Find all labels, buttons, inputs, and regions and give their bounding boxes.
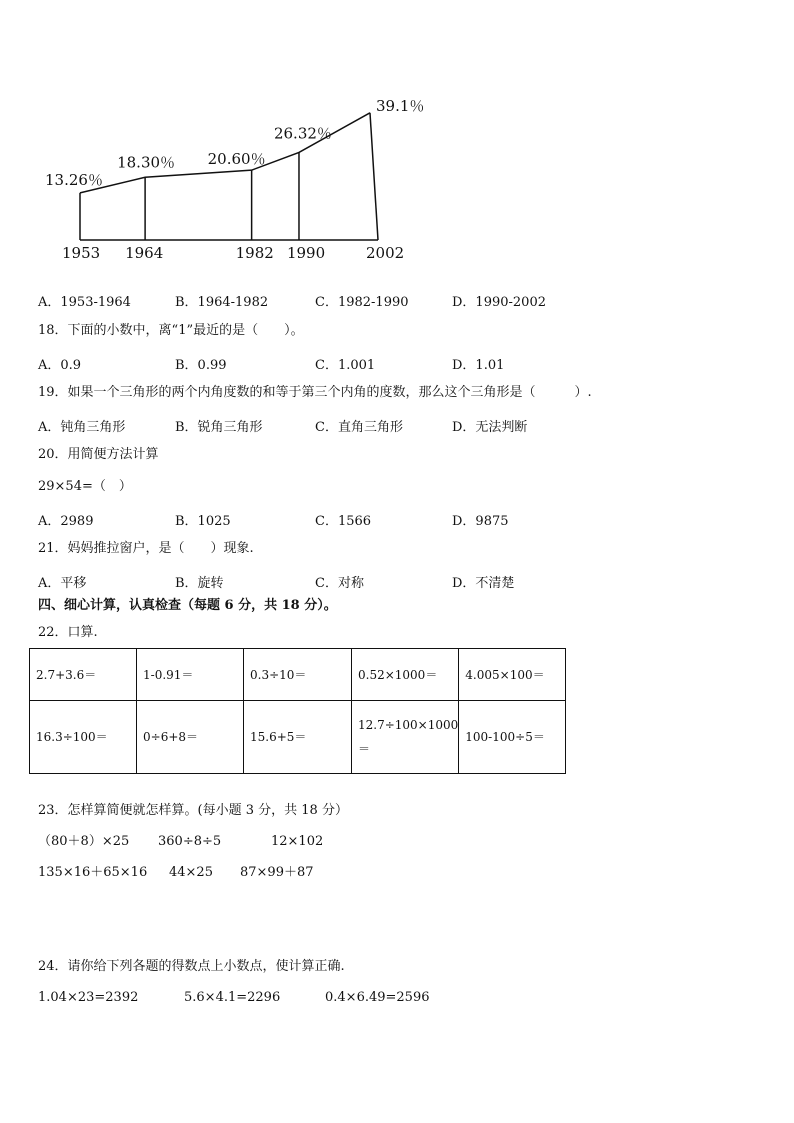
q17-option-b[interactable]: B．1964-1982 [175, 295, 269, 310]
q19-option-b[interactable]: B．锐角三角形 [175, 420, 263, 435]
q20-question: 20．用简便方法计算 [38, 447, 159, 462]
table-cell: 15.6+5＝ [244, 701, 352, 774]
q23-item: 12×102 [271, 834, 324, 849]
q17-option-a[interactable]: A．1953-1964 [38, 295, 131, 310]
value-label-1982: 20.60％ [207, 150, 266, 169]
q23-question: 23．怎样算简便就怎样算。(每小题 3 分，共 18 分） [38, 803, 348, 818]
value-label-2002: 39.1％ [376, 96, 425, 115]
cell-line: ＝ [358, 742, 371, 756]
q21-option-a[interactable]: A．平移 [38, 576, 87, 591]
value-label-1990: 26.32％ [273, 124, 332, 143]
table-cell: 100-100÷5＝ [459, 701, 566, 774]
value-label-1953: 13.26％ [45, 170, 103, 189]
q17-option-c[interactable]: C．1982-1990 [315, 295, 409, 310]
q19-question: 19．如果一个三角形的两个内角度数的和等于第三个内角的度数，那么这个三角形是（ ）. [38, 385, 592, 400]
q24-question: 24．请你给下列各题的得数点上小数点，使计算正确. [38, 959, 345, 974]
q19-option-a[interactable]: A．钝角三角形 [38, 420, 126, 435]
q21-option-d[interactable]: D．不清楚 [452, 576, 515, 591]
q20-expression: 29×54=（ ） [38, 479, 132, 494]
q18-option-c[interactable]: C．1.001 [315, 358, 376, 373]
table-cell: 1-0.91＝ [137, 649, 244, 701]
table-row [30, 649, 566, 701]
year-label-1982: 1982 [235, 244, 274, 262]
chart-year-labels [62, 244, 404, 262]
vertical-line-2002 [370, 113, 378, 240]
q21-question: 21．妈妈推拉窗户，是（ ）现象. [38, 541, 254, 556]
table-cell: 16.3÷100＝ [30, 701, 137, 774]
q23-item: 87×99＋87 [240, 865, 314, 880]
table-row [30, 701, 566, 774]
section-4-heading: 四、细心计算，认真检查（每题 6 分，共 18 分）。 [38, 598, 337, 613]
q20-option-c[interactable]: C．1566 [315, 514, 372, 529]
q21-option-c[interactable]: C．对称 [315, 576, 364, 591]
table-cell: 0.3÷10＝ [244, 649, 352, 701]
q20-option-a[interactable]: A．2989 [38, 514, 94, 529]
q21-option-b[interactable]: B．旋转 [175, 576, 224, 591]
q20-option-d[interactable]: D．9875 [452, 514, 509, 529]
q23-item: 360÷8÷5 [158, 834, 222, 849]
table-cell: 2.7+3.6＝ [30, 649, 137, 701]
year-label-1990: 1990 [286, 244, 326, 262]
value-label-1964: 18.30％ [117, 153, 176, 172]
q24-item: 1.04×23=2392 [38, 990, 139, 1005]
table-cell [352, 701, 459, 774]
table-cell: 4.005×100＝ [459, 649, 566, 701]
oral-calc-table [29, 648, 566, 774]
year-label-2002: 2002 [366, 244, 405, 262]
q22-question: 22．口算. [38, 625, 98, 640]
q23-item: 44×25 [169, 865, 213, 880]
q19-option-d[interactable]: D．无法判断 [452, 420, 528, 435]
year-label-1964: 1964 [125, 244, 164, 262]
q24-item: 5.6×4.1=2296 [184, 990, 281, 1005]
population-chart [0, 95, 460, 270]
cell-line: 12.7÷100×1000 [358, 718, 459, 732]
q20-option-b[interactable]: B．1025 [175, 514, 231, 529]
q18-option-b[interactable]: B．0.99 [175, 358, 227, 373]
table-cell: 0÷6+8＝ [137, 701, 244, 774]
q17-option-d[interactable]: D．1990-2002 [452, 295, 546, 310]
q19-option-c[interactable]: C．直角三角形 [315, 420, 403, 435]
chart-value-labels [45, 97, 424, 189]
q18-question: 18．下面的小数中，离“1”最近的是（ ）。 [38, 323, 304, 338]
q18-option-a[interactable]: A．0.9 [38, 358, 82, 373]
table-cell: 0.52×1000＝ [352, 649, 459, 701]
q23-item: 135×16＋65×16 [38, 865, 148, 880]
year-label-1953: 1953 [62, 244, 101, 262]
chart-lines [80, 113, 378, 240]
q18-option-d[interactable]: D．1.01 [452, 358, 505, 373]
q24-item: 0.4×6.49=2596 [325, 990, 430, 1005]
q23-item: （80＋8）×25 [38, 834, 130, 849]
